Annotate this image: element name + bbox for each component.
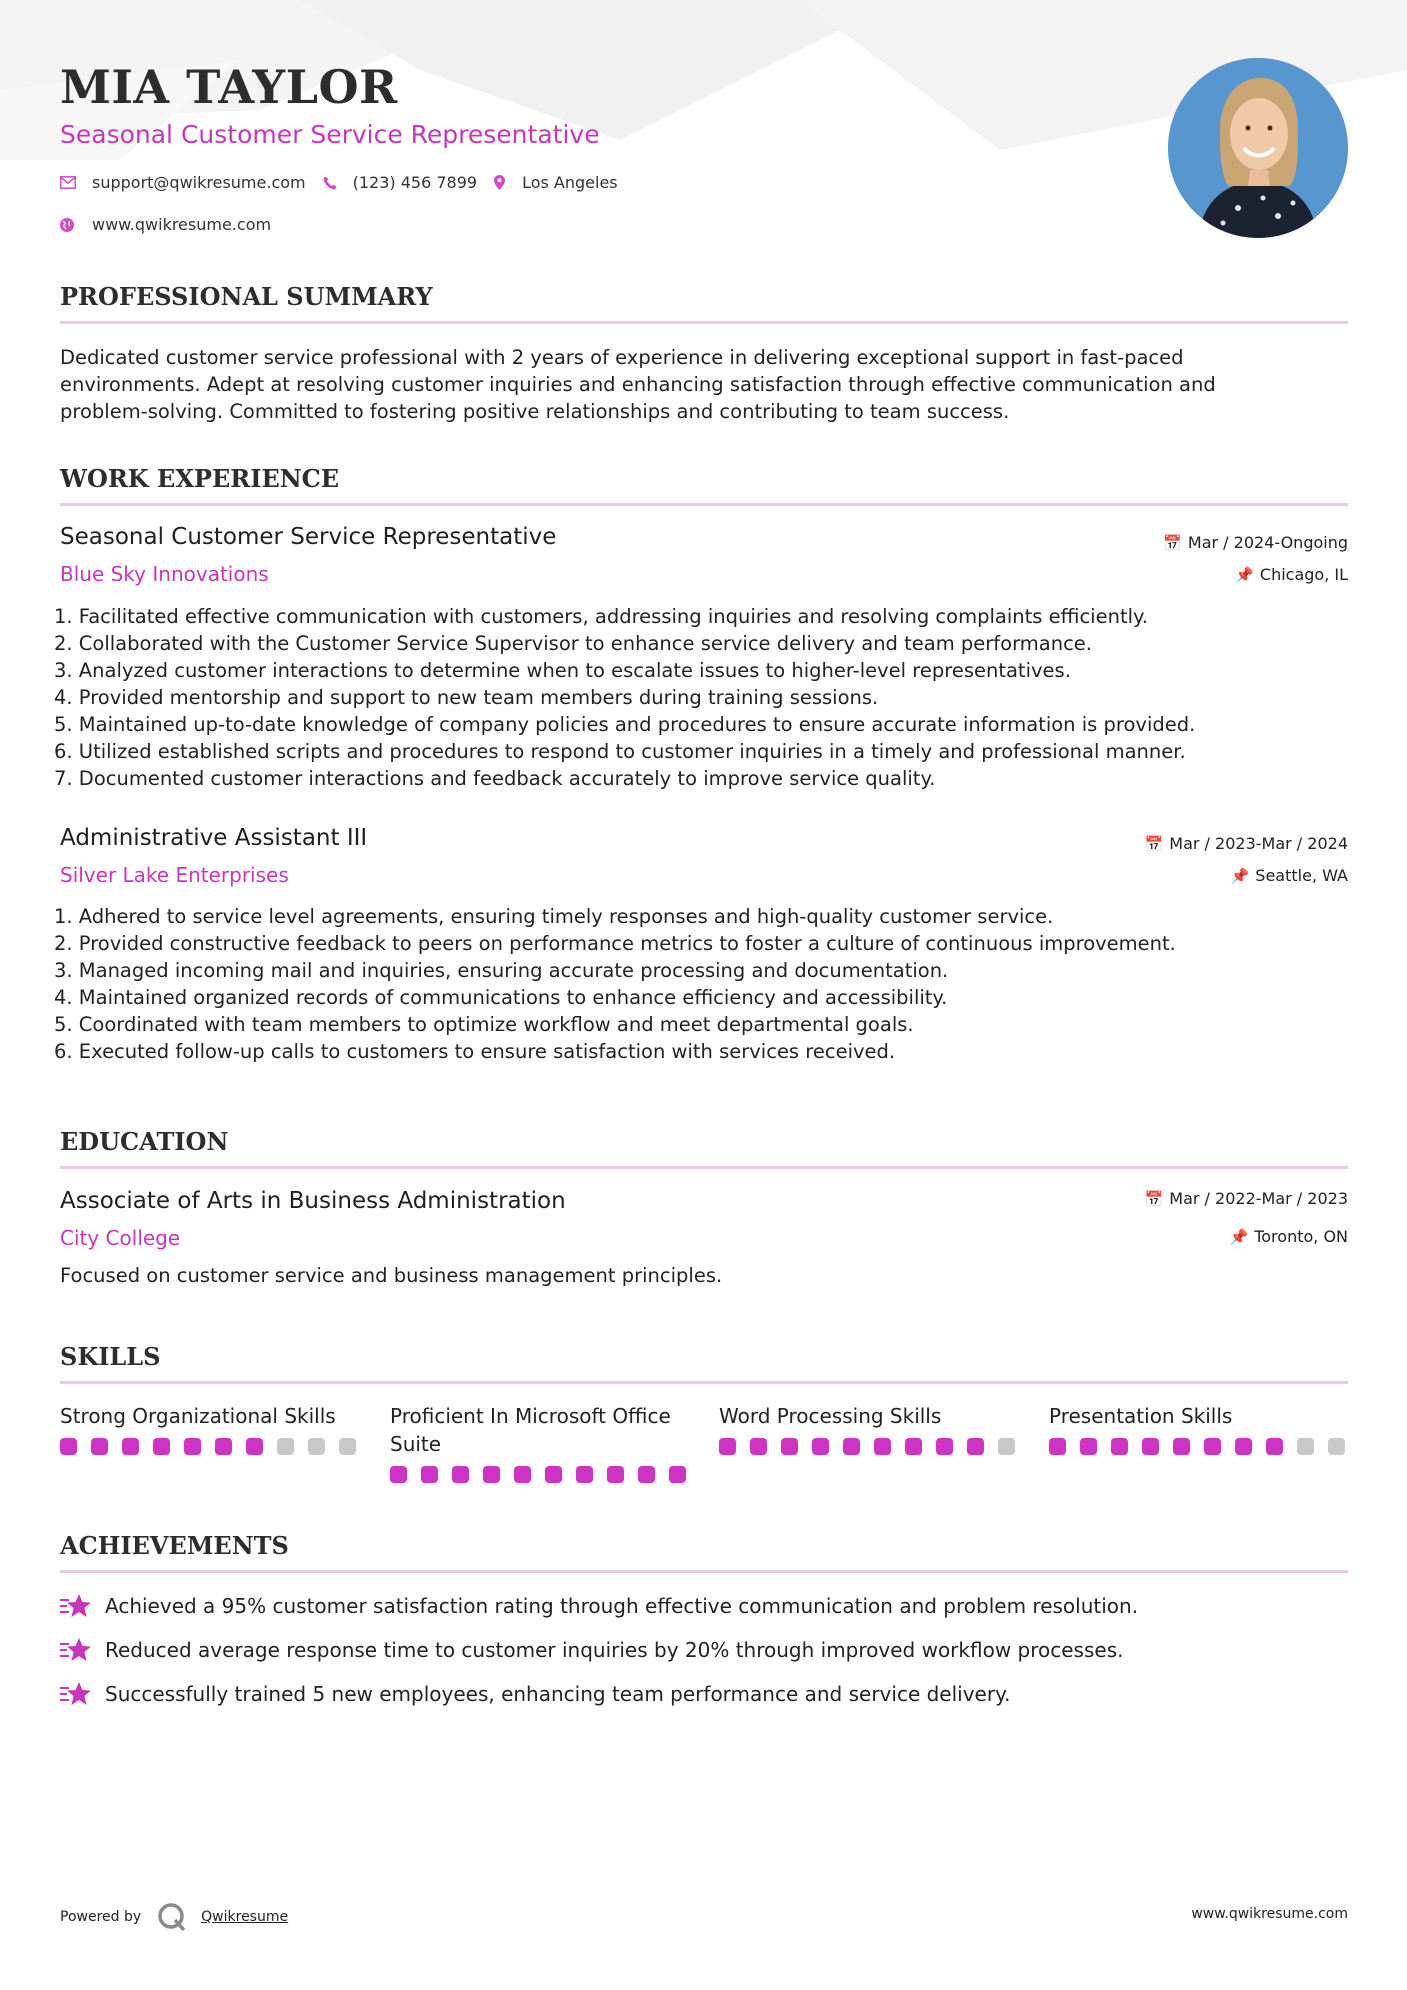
section-divider bbox=[60, 1570, 1348, 1573]
skill-name: Proficient In Microsoft Office bbox=[390, 1404, 671, 1428]
skill-dot-filled bbox=[781, 1438, 798, 1455]
pushpin-icon: 📌 bbox=[1229, 1228, 1249, 1246]
skill-dot-empty bbox=[277, 1438, 294, 1455]
list-item: 2. Provided constructive feedback to peers on performance metrics to foster a culture of continuous improvement. bbox=[54, 932, 1176, 955]
job-location: 📌 Seattle, WA bbox=[1230, 866, 1348, 885]
list-item: 6. Utilized established scripts and procedures to respond to customer inquiries in a timely and professional manner. bbox=[54, 740, 1186, 763]
skill-dot-filled bbox=[936, 1438, 953, 1455]
achievement-item: Successfully trained 5 new employees, enhancing team performance and service delivery. bbox=[60, 1680, 1010, 1708]
skill-dot-filled bbox=[452, 1466, 469, 1483]
job-title: Seasonal Customer Service Representative bbox=[60, 524, 557, 550]
job-date: 📅 Mar / 2023-Mar / 2024 bbox=[1144, 834, 1348, 853]
calendar-icon: 📅 bbox=[1163, 534, 1182, 552]
brand-link[interactable]: Qwikresume bbox=[201, 1909, 289, 1925]
star-badge-icon bbox=[60, 1680, 92, 1708]
list-item: 3. Analyzed customer interactions to determine when to escalate issues to higher-level representatives. bbox=[54, 659, 1071, 682]
skill-dot-filled bbox=[905, 1438, 922, 1455]
list-item: 4. Provided mentorship and support to new team members during training sessions. bbox=[54, 686, 879, 709]
section-heading-summary: PROFESSIONAL SUMMARY bbox=[60, 282, 433, 311]
education-description: Focused on customer service and business management principles. bbox=[60, 1264, 723, 1287]
envelope-icon bbox=[60, 176, 76, 189]
skill-dot-filled bbox=[1235, 1438, 1252, 1455]
section-heading-experience: WORK EXPERIENCE bbox=[60, 464, 340, 493]
list-item: 5. Maintained up-to-date knowledge of company policies and procedures to ensure accurate information is provided. bbox=[54, 713, 1196, 736]
job-bullets bbox=[54, 903, 1348, 1065]
skill-dot-filled bbox=[1142, 1438, 1159, 1455]
skill-dot-empty bbox=[308, 1438, 325, 1455]
profile-photo bbox=[1168, 58, 1348, 238]
qwikresume-logo-icon bbox=[157, 1902, 187, 1932]
website-link[interactable]: www.qwikresume.com bbox=[92, 215, 272, 234]
job-date: 📅 Mar / 2024-Ongoing bbox=[1163, 533, 1348, 552]
list-item: 1. Facilitated effective communication with customers, addressing inquiries and resolving complaints efficiently. bbox=[54, 605, 1148, 628]
summary-text: Dedicated customer service professional with 2 years of experience in delivering exceptional support in fast-paced environments. Adept at resolving customer inquiries and enhancing satisfaction through effective communication and problem-solving. Committed to fostering positive relationships and contributing to team success. bbox=[60, 346, 1216, 423]
skill-dot-filled bbox=[91, 1438, 108, 1455]
skill-dot-filled bbox=[421, 1466, 438, 1483]
skill-dot-filled bbox=[60, 1438, 77, 1455]
job-bullets bbox=[54, 603, 1348, 792]
job-company: Blue Sky Innovations bbox=[60, 562, 269, 586]
skill-dot-filled bbox=[390, 1466, 407, 1483]
achievement-item: Achieved a 95% customer satisfaction rating through effective communication and problem resolution. bbox=[60, 1592, 1138, 1620]
list-item: 6. Executed follow-up calls to customers to ensure satisfaction with services received. bbox=[54, 1040, 896, 1063]
skill-item bbox=[719, 1402, 1019, 1455]
skill-dot-filled bbox=[545, 1466, 562, 1483]
pushpin-icon: 📌 bbox=[1235, 566, 1254, 584]
map-pin-icon bbox=[494, 175, 505, 190]
skill-dot-filled bbox=[750, 1438, 767, 1455]
skill-dot-filled bbox=[215, 1438, 232, 1455]
skill-dot-filled bbox=[184, 1438, 201, 1455]
calendar-icon: 📅 bbox=[1144, 1190, 1164, 1208]
section-heading-skills: SKILLS bbox=[60, 1342, 161, 1371]
skill-name: Word Processing Skills bbox=[719, 1404, 942, 1428]
skill-item bbox=[390, 1402, 690, 1483]
pushpin-icon: 📌 bbox=[1230, 867, 1250, 885]
skill-dot-empty bbox=[1328, 1438, 1345, 1455]
skill-item bbox=[60, 1402, 360, 1455]
footer-website-link[interactable]: www.qwikresume.com bbox=[1191, 1906, 1348, 1922]
skill-item bbox=[1049, 1402, 1349, 1455]
education-degree: Associate of Arts in Business Administration bbox=[60, 1188, 566, 1214]
calendar-icon: 📅 bbox=[1144, 835, 1164, 853]
footer-powered-by: Powered by Qwikresume bbox=[60, 1902, 288, 1932]
candidate-name: MIA TAYLOR bbox=[60, 60, 398, 114]
website-row bbox=[60, 215, 271, 234]
section-heading-education: EDUCATION bbox=[60, 1127, 229, 1156]
skill-dot-filled bbox=[607, 1466, 624, 1483]
list-item: 3. Managed incoming mail and inquiries, ensuring accurate processing and documentation. bbox=[54, 959, 949, 982]
skill-dot-filled bbox=[719, 1438, 736, 1455]
skill-dot-empty bbox=[998, 1438, 1015, 1455]
job-location: 📌 Chicago, IL bbox=[1235, 565, 1348, 584]
skill-dot-empty bbox=[339, 1438, 356, 1455]
education-location: 📌 Toronto, ON bbox=[1229, 1227, 1348, 1246]
skill-dot-filled bbox=[1266, 1438, 1283, 1455]
star-badge-icon bbox=[60, 1592, 92, 1620]
skill-rating bbox=[719, 1438, 1019, 1455]
section-divider bbox=[60, 503, 1348, 506]
achievement-item: Reduced average response time to customer inquiries by 20% through improved workflow processes. bbox=[60, 1636, 1123, 1664]
skill-dot-filled bbox=[967, 1438, 984, 1455]
section-divider bbox=[60, 321, 1348, 324]
skill-name: Presentation Skills bbox=[1049, 1404, 1233, 1428]
job-company: Silver Lake Enterprises bbox=[60, 863, 289, 887]
list-item: 4. Maintained organized records of communications to enhance efficiency and accessibility. bbox=[54, 986, 948, 1009]
phone-number: (123) 456 7899 bbox=[352, 173, 478, 192]
skill-dot-filled bbox=[669, 1466, 686, 1483]
globe-icon bbox=[60, 218, 74, 232]
job-title: Administrative Assistant III bbox=[60, 825, 368, 851]
skill-name: Strong Organizational Skills bbox=[60, 1404, 336, 1428]
email-link[interactable]: support@qwikresume.com bbox=[92, 173, 306, 192]
skill-dot-filled bbox=[1049, 1438, 1066, 1455]
skill-dot-filled bbox=[576, 1466, 593, 1483]
skill-dot-filled bbox=[514, 1466, 531, 1483]
skill-dot-filled bbox=[122, 1438, 139, 1455]
list-item: 1. Adhered to service level agreements, ensuring timely responses and high-quality customer service. bbox=[54, 905, 1054, 928]
skill-dot-filled bbox=[638, 1466, 655, 1483]
list-item: 2. Collaborated with the Customer Service Supervisor to enhance service delivery and team performance. bbox=[54, 632, 1092, 655]
skill-rating bbox=[390, 1466, 690, 1483]
skill-dot-filled bbox=[246, 1438, 263, 1455]
candidate-title: Seasonal Customer Service Representative bbox=[60, 120, 600, 149]
list-item: 5. Coordinated with team members to optimize workflow and meet departmental goals. bbox=[54, 1013, 914, 1036]
skill-dot-filled bbox=[1111, 1438, 1128, 1455]
skill-dot-filled bbox=[1080, 1438, 1097, 1455]
list-item: 7. Documented customer interactions and feedback accurately to improve service quality. bbox=[54, 767, 936, 790]
skill-rating bbox=[60, 1438, 360, 1455]
section-heading-achievements: ACHIEVEMENTS bbox=[60, 1531, 289, 1560]
skill-dot-filled bbox=[1204, 1438, 1221, 1455]
section-divider bbox=[60, 1381, 1348, 1384]
education-school: City College bbox=[60, 1226, 181, 1250]
phone-icon bbox=[323, 176, 337, 190]
skill-dot-filled bbox=[812, 1438, 829, 1455]
skill-dot-filled bbox=[874, 1438, 891, 1455]
skill-dot-filled bbox=[1173, 1438, 1190, 1455]
skill-name-line2: Suite bbox=[390, 1432, 442, 1456]
education-date: 📅 Mar / 2022-Mar / 2023 bbox=[1144, 1189, 1348, 1208]
contact-row bbox=[60, 173, 618, 192]
skill-dot-filled bbox=[153, 1438, 170, 1455]
location-text: Los Angeles bbox=[522, 173, 618, 192]
star-badge-icon bbox=[60, 1636, 92, 1664]
section-divider bbox=[60, 1166, 1348, 1169]
skill-dot-filled bbox=[843, 1438, 860, 1455]
skill-dot-empty bbox=[1297, 1438, 1314, 1455]
skill-dot-filled bbox=[483, 1466, 500, 1483]
skill-rating bbox=[1049, 1438, 1349, 1455]
